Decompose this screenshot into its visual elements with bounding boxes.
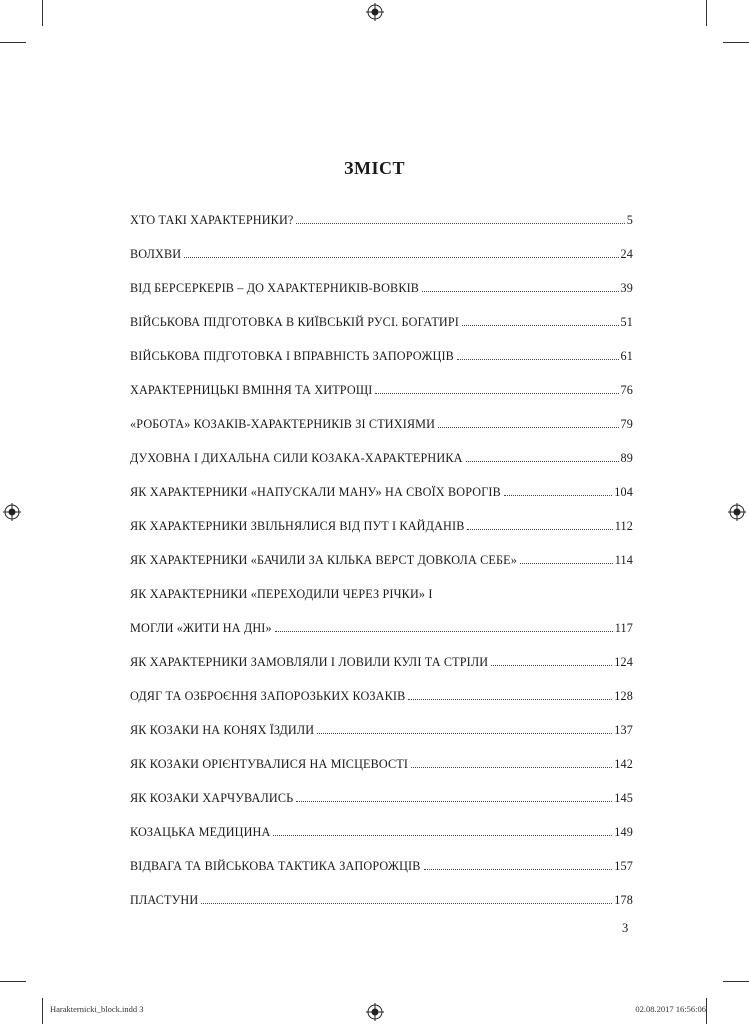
toc-entry-title: ОДЯГ ТА ОЗБРОЄННЯ ЗАПОРОЗЬКИХ КОЗАКІВ: [130, 689, 406, 703]
toc-leader-dots: [317, 733, 612, 734]
toc-leader-dots: [296, 223, 624, 224]
toc-entry: [130, 675, 633, 709]
toc-leader-dots: [184, 257, 618, 258]
toc-entry-page: 51: [620, 315, 633, 329]
toc-entry-page: 24: [620, 247, 633, 261]
toc-entry-page: 137: [614, 723, 633, 737]
page-number: 3: [622, 921, 629, 935]
toc-entry: [130, 879, 633, 913]
toc-entry-title: ЯК ХАРАКТЕРНИКИ «БАЧИЛИ ЗА КІЛЬКА ВЕРСТ ДОВКОЛА СЕБЕ»: [130, 553, 517, 567]
toc-entry: [130, 369, 633, 403]
toc-entry-title: ВОЛХВИ: [130, 247, 182, 261]
table-of-contents: [130, 199, 633, 913]
toc-entry-title: ЯК ХАРАКТЕРНИКИ «НАПУСКАЛИ МАНУ» НА СВОЇХ ВОРОГІВ: [130, 485, 501, 499]
toc-entry: [130, 777, 633, 811]
toc-leader-dots: [491, 665, 612, 666]
toc-entry: [130, 199, 633, 233]
toc-entry: [130, 335, 633, 369]
toc-leader-dots: [462, 325, 619, 326]
toc-leader-dots: [422, 291, 618, 292]
registration-mark-icon: [728, 503, 746, 521]
toc-entry-page: 142: [614, 757, 633, 771]
toc-entry-title: ХТО ТАКІ ХАРАКТЕРНИКИ?: [130, 213, 294, 227]
toc-entry-title: «РОБОТА» КОЗАКІВ-ХАРАКТЕРНИКІВ ЗІ СТИХІЯМИ: [130, 417, 436, 431]
crop-mark: [706, 0, 707, 26]
toc-entry-page: 157: [614, 859, 633, 873]
toc-leader-dots: [504, 495, 612, 496]
toc-entry-page: 117: [614, 621, 633, 635]
toc-leader-dots: [466, 461, 619, 462]
toc-entry: [130, 403, 633, 437]
toc-entry: [130, 505, 633, 539]
toc-entry: [130, 233, 633, 267]
crop-mark: [706, 998, 707, 1024]
toc-entry-page: 149: [614, 825, 633, 839]
toc-leader-dots: [375, 393, 618, 394]
toc-entry-page: 145: [614, 791, 633, 805]
toc-leader-dots: [408, 699, 612, 700]
toc-entry: [130, 301, 633, 335]
slug-filename: Harakternicki_block.indd 3: [50, 1004, 144, 1014]
toc-entry-page: 114: [614, 553, 633, 567]
toc-leader-dots: [275, 631, 613, 632]
toc-entry-page: 178: [614, 893, 633, 907]
toc-entry: [130, 539, 633, 573]
page-title: ЗМІСТ: [344, 158, 405, 178]
toc-entry: [130, 811, 633, 845]
toc-entry: [130, 471, 633, 505]
toc-entry-title: ХАРАКТЕРНИЦЬКІ ВМІННЯ ТА ХИТРОЩІ: [130, 383, 373, 397]
toc-entry-page: 76: [620, 383, 633, 397]
registration-mark-icon: [3, 503, 21, 521]
toc-entry-page: 79: [620, 417, 633, 431]
toc-leader-dots: [467, 529, 612, 530]
toc-entry-title: МОГЛИ «ЖИТИ НА ДНІ»: [130, 621, 272, 635]
toc-entry-page: 89: [620, 451, 633, 465]
toc-entry-title: ВІЙСЬКОВА ПІДГОТОВКА І ВПРАВНІСТЬ ЗАПОРОЖЦІВ: [130, 349, 454, 363]
slug-timestamp: 02.08.2017 16:56:06: [635, 1004, 706, 1014]
toc-entry: [130, 437, 633, 471]
toc-entry: [130, 607, 633, 641]
toc-entry-title: ЯК ХАРАКТЕРНИКИ ЗАМОВЛЯЛИ І ЛОВИЛИ КУЛІ ТА СТРІЛИ: [130, 655, 489, 669]
toc-leader-dots: [201, 903, 612, 904]
toc-entry-title: ВІЙСЬКОВА ПІДГОТОВКА В КИЇВСЬКІЙ РУСІ. БОГАТИРІ: [130, 315, 459, 329]
toc-leader-dots: [457, 359, 619, 360]
toc-entry-title: ЯК ХАРАКТЕРНИКИ ЗВІЛЬНЯЛИСЯ ВІД ПУТ І КАЙДАНІВ: [130, 519, 465, 533]
toc-leader-dots: [411, 767, 612, 768]
registration-mark-icon: [366, 1003, 384, 1021]
toc-entry-page: 5: [626, 213, 633, 227]
toc-entry-page: 39: [620, 281, 633, 295]
crop-mark: [42, 998, 43, 1024]
toc-entry-page: 104: [614, 485, 633, 499]
registration-mark-icon: [366, 3, 384, 21]
toc-leader-dots: [296, 801, 612, 802]
toc-entry-title: ЯК КОЗАКИ ХАРЧУВАЛИСЬ: [130, 791, 294, 805]
toc-entry: [130, 641, 633, 675]
crop-mark: [42, 0, 43, 26]
toc-entry: [130, 573, 633, 607]
toc-leader-dots: [520, 563, 613, 564]
toc-entry-page: 112: [614, 519, 633, 533]
toc-entry-title: ЯК КОЗАКИ НА КОНЯХ ЇЗДИЛИ: [130, 723, 315, 737]
toc-entry-page: 61: [620, 349, 633, 363]
toc-leader-dots: [273, 835, 612, 836]
toc-entry-title: ЯК КОЗАКИ ОРІЄНТУВАЛИСЯ НА МІСЦЕВОСТІ: [130, 757, 409, 771]
toc-entry-title: ПЛАСТУНИ: [130, 893, 199, 907]
toc-entry-page: 128: [614, 689, 633, 703]
toc-entry-page: 124: [614, 655, 633, 669]
toc-entry: [130, 743, 633, 777]
toc-entry-title: ВІДВАГА ТА ВІЙСЬКОВА ТАКТИКА ЗАПОРОЖЦІВ: [130, 859, 421, 873]
crop-mark: [723, 42, 749, 43]
toc-entry: [130, 267, 633, 301]
toc-entry-title: ВІД БЕРСЕРКЕРІВ – ДО ХАРАКТЕРНИКІВ-ВОВКІВ: [130, 281, 420, 295]
crop-mark: [0, 981, 26, 982]
crop-mark: [723, 981, 749, 982]
toc-entry-title: КОЗАЦЬКА МЕДИЦИНА: [130, 825, 271, 839]
crop-mark: [0, 42, 26, 43]
toc-entry: [130, 845, 633, 879]
toc-entry-title: ДУХОВНА І ДИХАЛЬНА СИЛИ КОЗАКА-ХАРАКТЕРНИКА: [130, 451, 463, 465]
toc-entry-title: ЯК ХАРАКТЕРНИКИ «ПЕРЕХОДИЛИ ЧЕРЕЗ РІЧКИ» І: [130, 587, 433, 601]
toc-leader-dots: [438, 427, 618, 428]
toc-entry: [130, 709, 633, 743]
toc-leader-dots: [424, 869, 613, 870]
